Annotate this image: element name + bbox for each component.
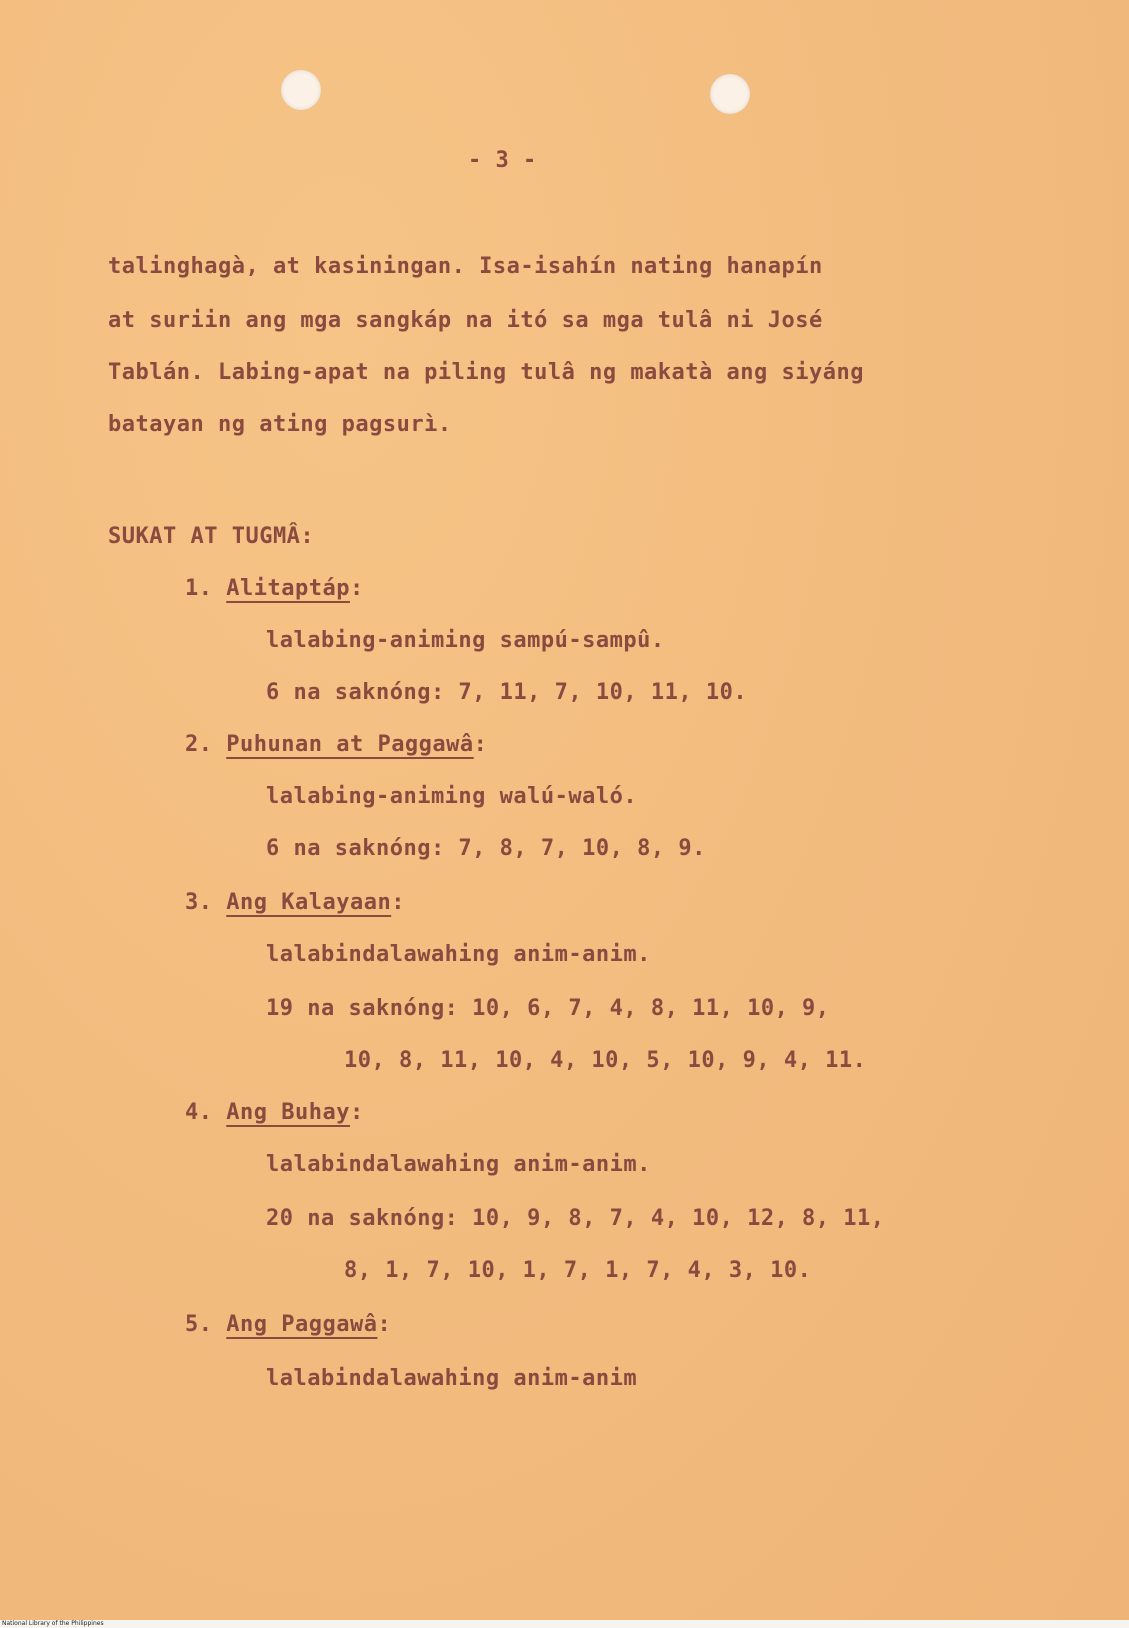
item-number: 1.: [185, 576, 213, 601]
item-number: 2.: [185, 732, 213, 757]
paragraph-line: Tablán. Labing-apat na piling tulâ ng makatà ang siyáng: [108, 360, 864, 385]
item-line: lalabindalawahing anim-anim.: [266, 942, 651, 967]
item-line: lalabing-animing sampú-sampû.: [266, 628, 665, 653]
item-number: 5.: [185, 1312, 213, 1337]
item-title: Ang Buhay: [226, 1100, 350, 1125]
item-title: Ang Paggawâ: [226, 1312, 378, 1337]
paragraph-line: talinghagà, at kasiningan. Isa-isahín nating hanapín: [108, 254, 823, 279]
item-line: 10, 8, 11, 10, 4, 10, 5, 10, 9, 4, 11.: [344, 1048, 867, 1073]
item-title: Alitaptáp: [226, 576, 350, 601]
item-line: 20 na saknóng: 10, 9, 8, 7, 4, 10, 12, 8, 11,: [266, 1206, 885, 1231]
item-title: Ang Kalayaan: [226, 890, 392, 915]
item-line: 19 na saknóng: 10, 6, 7, 4, 8, 11, 10, 9,: [266, 996, 830, 1021]
item-line: lalabindalawahing anim-anim: [266, 1366, 638, 1391]
list-item-heading: 2. Puhunan at Paggawâ:: [185, 732, 488, 757]
list-item-heading: 1. Alitaptáp:: [185, 576, 364, 601]
item-line: lalabing-animing walú-waló.: [266, 784, 638, 809]
item-number: 4.: [185, 1100, 213, 1125]
item-line: 8, 1, 7, 10, 1, 7, 1, 7, 4, 3, 10.: [344, 1258, 812, 1283]
list-item-heading: 4. Ang Buhay:: [185, 1100, 364, 1125]
list-item-heading: 3. Ang Kalayaan:: [185, 890, 405, 915]
footer-credit: National Library of the Philippines: [0, 1620, 1129, 1628]
page-number: - 3 -: [468, 148, 537, 173]
punch-hole: [281, 70, 321, 110]
list-item-heading: 5. Ang Paggawâ:: [185, 1312, 392, 1337]
punch-hole: [710, 74, 750, 114]
item-number: 3.: [185, 890, 213, 915]
paragraph-line: batayan ng ating pagsurì.: [108, 412, 452, 437]
item-line: lalabindalawahing anim-anim.: [266, 1152, 651, 1177]
item-title: Puhunan at Paggawâ: [226, 732, 474, 757]
paragraph-line: at suriin ang mga sangkáp na itó sa mga tulâ ni José: [108, 308, 823, 333]
item-line: 6 na saknóng: 7, 8, 7, 10, 8, 9.: [266, 836, 706, 861]
item-line: 6 na saknóng: 7, 11, 7, 10, 11, 10.: [266, 680, 748, 705]
section-heading: SUKAT AT TUGMÂ:: [108, 524, 315, 549]
